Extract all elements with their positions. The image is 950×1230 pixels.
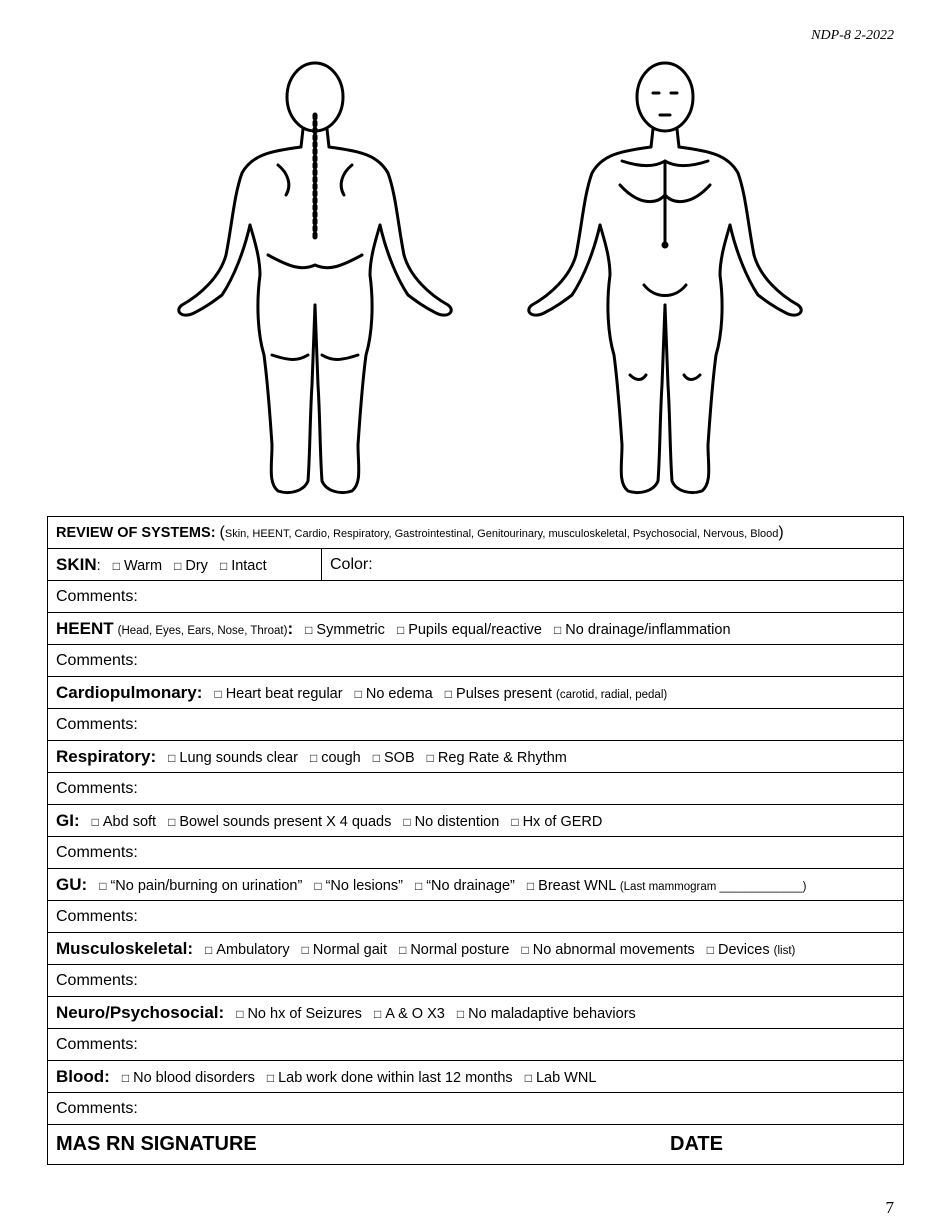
neuro-option-a-and-o[interactable] [374, 1006, 445, 1022]
option-label: A & O X3 [385, 1005, 445, 1022]
gu-option-no-lesions[interactable] [314, 878, 403, 894]
checkbox-icon[interactable]: □ [396, 622, 405, 637]
option-label: Heart beat regular [225, 685, 343, 702]
checkbox-icon[interactable]: □ [511, 814, 519, 829]
neuro-comments-row [48, 1029, 904, 1061]
option-label: Pulses present [456, 685, 552, 702]
blood-option-lab-work[interactable] [267, 1070, 513, 1086]
option-label: Intact [231, 557, 267, 574]
checkbox-icon[interactable]: □ [456, 1006, 465, 1021]
musculoskeletal-option-normal-gait[interactable] [302, 942, 387, 958]
checkbox-icon[interactable]: □ [214, 686, 222, 701]
checkbox-icon[interactable]: □ [521, 942, 529, 957]
gu-note: (Last mammogram _____________) [619, 880, 807, 893]
option-label: Bowel sounds present X 4 quads [179, 813, 392, 830]
option-label: “No lesions” [325, 877, 403, 894]
musculoskeletal-option-normal-posture[interactable] [399, 942, 509, 958]
comments-label: Comments: [56, 1099, 138, 1117]
blood-option-no-disorders[interactable] [122, 1070, 255, 1086]
skin-comments-row [48, 581, 904, 613]
option-label: Warm [123, 557, 163, 574]
checkbox-icon[interactable]: □ [205, 942, 213, 957]
option-label: No edema [365, 685, 433, 702]
gi-comments-field[interactable] [48, 837, 904, 869]
option-label: “No pain/burning on urination” [110, 877, 303, 894]
skin-option-warm[interactable] [113, 558, 162, 574]
checkbox-icon[interactable]: □ [305, 622, 313, 637]
option-label: Pupils equal/reactive [408, 621, 542, 638]
checkbox-icon[interactable]: □ [168, 750, 176, 765]
heent-option-no-drainage[interactable] [554, 622, 730, 638]
signature-row [48, 1125, 904, 1165]
option-label: Symmetric [316, 621, 385, 638]
gu-comments-field[interactable] [48, 901, 904, 933]
heent-note: (Head, Eyes, Ears, Nose, Throat) [117, 624, 288, 637]
neuro-comments-field[interactable] [48, 1029, 904, 1061]
comments-label: Comments: [56, 1035, 138, 1053]
checkbox-icon[interactable]: □ [168, 814, 176, 829]
respiratory-option-sob[interactable] [373, 750, 415, 766]
skin-comments-field[interactable] [48, 581, 904, 613]
option-label: Devices [718, 941, 770, 958]
heent-comments-field[interactable] [48, 645, 904, 677]
musculoskeletal-option-ambulatory[interactable] [205, 942, 290, 958]
comments-label: Comments: [56, 907, 138, 925]
gi-option-gerd[interactable] [511, 814, 602, 830]
option-label: No distention [414, 813, 500, 830]
blood-option-lab-wnl[interactable] [525, 1070, 597, 1086]
respiratory-comments-field[interactable] [48, 773, 904, 805]
comments-label: Comments: [56, 779, 138, 797]
header-close-paren: ) [778, 523, 784, 541]
checkbox-icon[interactable]: □ [354, 686, 362, 701]
skin-color-field[interactable] [322, 549, 904, 581]
neuro-option-no-seizures[interactable] [236, 1006, 362, 1022]
header-open-paren: ( [219, 523, 225, 541]
heent-label: HEENT [56, 618, 114, 638]
option-label: Normal gait [312, 941, 388, 958]
gu-row [48, 869, 904, 901]
checkbox-icon[interactable]: □ [309, 750, 318, 765]
option-label: No hx of Seizures [247, 1005, 362, 1022]
checkbox-icon[interactable]: □ [706, 942, 715, 957]
skin-color-label: Color: [330, 555, 373, 573]
checkbox-icon[interactable]: □ [403, 814, 411, 829]
blood-comments-field[interactable] [48, 1093, 904, 1125]
musculoskeletal-row [48, 933, 904, 965]
musculoskeletal-comments-field[interactable] [48, 965, 904, 997]
body-back-view-figure [160, 55, 470, 505]
comments-label: Comments: [56, 651, 138, 669]
option-label: Dry [185, 557, 208, 574]
checkbox-icon[interactable]: □ [121, 1070, 130, 1085]
checkbox-icon[interactable]: □ [414, 878, 423, 893]
checkbox-icon[interactable]: □ [99, 878, 107, 893]
respiratory-label: Respiratory: [56, 746, 157, 766]
cardio-option-pulses[interactable] [445, 686, 552, 702]
comments-label: Comments: [56, 843, 138, 861]
cardio-note: (carotid, radial, pedal) [555, 688, 668, 701]
option-label: Reg Rate & Rhythm [437, 749, 567, 766]
header-row [48, 517, 904, 549]
neuro-row [48, 997, 904, 1029]
skin-option-intact[interactable] [220, 558, 267, 574]
cardio-option-no-edema[interactable] [355, 686, 433, 702]
skin-label: SKIN [56, 554, 97, 574]
checkbox-icon[interactable]: □ [554, 622, 562, 637]
option-label: Lab WNL [535, 1069, 597, 1086]
comments-label: Comments: [56, 971, 138, 989]
header-note: Skin, HEENT, Cardio, Respiratory, Gastrointestinal, Genitourinary, musculoskeletal, Psychosocial, Nervous, Blood [224, 527, 779, 540]
checkbox-icon[interactable]: □ [301, 942, 309, 957]
option-label: Ambulatory [216, 941, 290, 958]
musculoskeletal-comments-row [48, 965, 904, 997]
skin-colon: : [96, 557, 101, 574]
cardio-row [48, 677, 904, 709]
checkbox-icon[interactable]: □ [373, 1006, 382, 1021]
respiratory-row [48, 741, 904, 773]
option-label: cough [321, 749, 361, 766]
option-label: Abd soft [102, 813, 157, 830]
option-label: No maladaptive behaviors [468, 1005, 636, 1022]
comments-label: Comments: [56, 587, 138, 605]
cardio-comments-row [48, 709, 904, 741]
musculoskeletal-option-devices[interactable] [707, 942, 770, 958]
respiratory-option-cough[interactable] [310, 750, 361, 766]
respiratory-option-rate-rhythm[interactable] [427, 750, 567, 766]
checkbox-icon[interactable]: □ [526, 878, 535, 893]
gi-option-no-distention[interactable] [403, 814, 499, 830]
page-number: 7 [885, 1198, 894, 1217]
respiratory-option-lung-sounds[interactable] [168, 750, 298, 766]
option-label: No blood disorders [133, 1069, 255, 1086]
blood-label: Blood: [56, 1066, 110, 1086]
heent-row [48, 613, 904, 645]
blood-comments-row [48, 1093, 904, 1125]
gi-option-bowel-sounds[interactable] [168, 814, 391, 830]
respiratory-comments-row [48, 773, 904, 805]
option-label: “No drainage” [426, 877, 515, 894]
option-label: Breast WNL [538, 877, 616, 894]
checkbox-icon[interactable]: □ [524, 1070, 532, 1085]
checkbox-icon[interactable]: □ [372, 750, 380, 765]
signature-label: MAS RN SIGNATURE [56, 1133, 257, 1155]
checkbox-icon[interactable]: □ [426, 750, 434, 765]
signature-field[interactable] [48, 1125, 904, 1165]
neuro-option-no-maladaptive[interactable] [457, 1006, 636, 1022]
musculoskeletal-note: (list) [773, 944, 796, 957]
option-label: No drainage/inflammation [565, 621, 731, 638]
header-colon: : [210, 524, 220, 541]
option-label: Lung sounds clear [179, 749, 298, 766]
review-of-systems-table [47, 516, 904, 1165]
skin-row [48, 549, 904, 581]
checkbox-icon[interactable]: □ [219, 558, 228, 573]
gu-label: GU: [56, 874, 88, 894]
option-label: Normal posture [410, 941, 510, 958]
gi-label: GI: [56, 810, 80, 830]
checkbox-icon[interactable]: □ [174, 558, 182, 573]
checkbox-icon[interactable]: □ [91, 814, 99, 829]
header-title: REVIEW OF SYSTEMS [56, 524, 211, 541]
checkbox-icon[interactable]: □ [444, 686, 453, 701]
blood-row [48, 1061, 904, 1093]
musculoskeletal-option-no-abnormal-movements[interactable] [521, 942, 694, 958]
option-label: No abnormal movements [532, 941, 695, 958]
gi-comments-row [48, 837, 904, 869]
date-label: DATE [670, 1133, 723, 1155]
checkbox-icon[interactable]: □ [266, 1070, 275, 1085]
gi-option-abd-soft[interactable] [92, 814, 156, 830]
body-diagram [140, 45, 840, 505]
body-front-view-figure [510, 55, 820, 505]
cardio-option-heartbeat[interactable] [214, 686, 342, 702]
skin-option-dry[interactable] [174, 558, 208, 574]
heent-comments-row [48, 645, 904, 677]
gu-option-no-pain[interactable] [99, 878, 302, 894]
checkbox-icon[interactable]: □ [399, 942, 407, 957]
option-label: Hx of GERD [522, 813, 603, 830]
gu-option-breast-wnl[interactable] [527, 878, 616, 894]
form-id: NDP-8 2-2022 [811, 28, 894, 43]
option-label: Lab work done within last 12 months [278, 1069, 513, 1086]
heent-option-pupils[interactable] [397, 622, 542, 638]
cardio-label: Cardiopulmonary: [56, 682, 203, 702]
comments-label: Comments: [56, 715, 138, 733]
heent-option-symmetric[interactable] [305, 622, 385, 638]
gu-comments-row [48, 901, 904, 933]
checkbox-icon[interactable]: □ [112, 558, 120, 573]
neuro-label: Neuro/Psychosocial: [56, 1002, 225, 1022]
checkbox-icon[interactable]: □ [314, 878, 322, 893]
checkbox-icon[interactable]: □ [236, 1006, 244, 1021]
heent-colon: : [287, 618, 294, 638]
gi-row [48, 805, 904, 837]
musculoskeletal-label: Musculoskeletal: [56, 938, 193, 958]
gu-option-no-drainage[interactable] [415, 878, 515, 894]
cardio-comments-field[interactable] [48, 709, 904, 741]
option-label: SOB [384, 749, 415, 766]
